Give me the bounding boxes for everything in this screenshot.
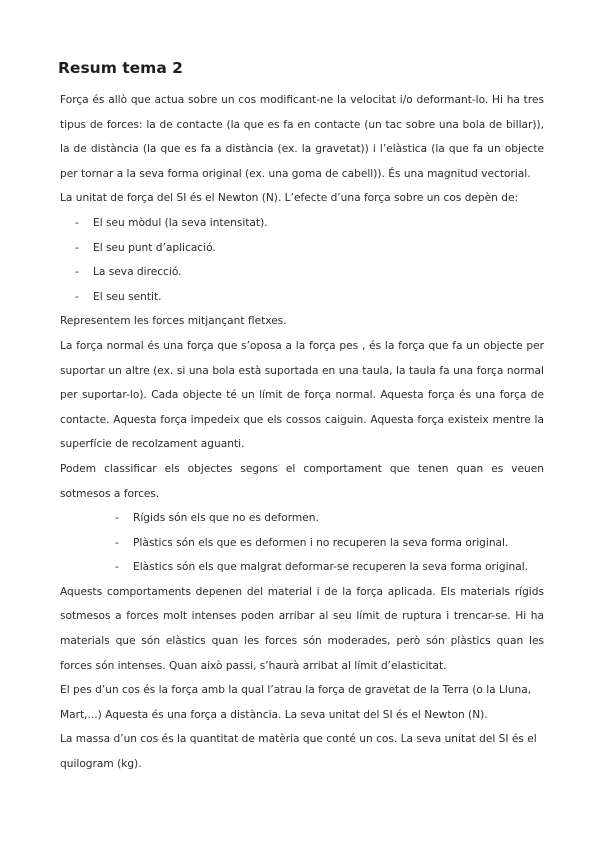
dash-bullet: - — [75, 266, 79, 279]
dash-bullet: - — [115, 512, 119, 525]
dash-bullet: - — [75, 241, 79, 254]
page-title: Resum tema 2 — [58, 59, 183, 77]
list-item — [60, 211, 544, 236]
list-item — [60, 531, 544, 556]
list-item — [60, 506, 544, 531]
paragraph-force-definition: Força és allò que actua sobre un cos modificant-ne la velocitat i/o deformant-lo. Hi ha tres tipus de forces: la de contacte (la que es fa en contacte (un tac sobre una bola de billar)), la de distància (la que es fa a distància (ex. la gravetat)) i l’elàstica (la que fa un objecte per tornar a la seva forma original (ex. una goma de cabell)). És una magnitud vectorial. — [60, 94, 544, 180]
list-item-text: Rígids són els que no es deformen. — [133, 512, 319, 525]
paragraph-force-unit: La unitat de força del SI és el Newton (N). L’efecte d’una força sobre un cos depèn de: — [60, 192, 519, 205]
dash-bullet: - — [115, 536, 119, 549]
list-item — [60, 555, 544, 580]
dash-bullet: - — [115, 561, 119, 574]
list-item — [60, 236, 544, 261]
list-item-text: El seu sentit. — [93, 290, 162, 303]
list-item — [60, 260, 544, 285]
paragraph-arrows: Representem les forces mitjançant fletxes. — [60, 315, 287, 328]
paragraph-normal-force: La força normal és una força que s’oposa a la força pes , és la força que fa un objecte per suportar un altre (ex. si una bola està suportada en una taula, la taula fa una força normal per suportar-lo). Cada objecte té un límit de força normal. Aquesta força és una força de contacte. Aquesta força impedeix que els cossos caiguin. Aquesta força existeix mentre la superfície de recolzament aguanti. — [60, 339, 544, 451]
list-item-text: La seva direcció. — [93, 266, 182, 279]
paragraph-weight: El pes d’un cos és la força amb la qual l’atrau la força de gravetat de la Terra (o la Lluna, Mart,...) Aquesta és una força a distància. La seva unitat del SI és el Newton (N). — [60, 684, 532, 721]
list-item — [60, 285, 544, 310]
force-effects-list — [60, 211, 544, 309]
document-body — [60, 88, 544, 777]
paragraph-classification: Podem classificar els objectes segons el comportament que tenen quan es veuen sotmesos a forces. — [60, 462, 544, 500]
list-item-text: El seu punt d’aplicació. — [93, 241, 216, 254]
list-item-text: El seu mòdul (la seva intensitat). — [93, 216, 268, 229]
dash-bullet: - — [75, 290, 79, 303]
dash-bullet: - — [75, 216, 79, 229]
paragraph-mass: La massa d’un cos és la quantitat de matèria que conté un cos. La seva unitat del SI és el quilogram (kg). — [60, 733, 537, 771]
list-item-text: Plàstics són els que es deformen i no recuperen la seva forma original. — [133, 536, 509, 549]
material-types-list — [60, 506, 544, 580]
paragraph-behaviours: Aquests comportaments depenen del material i de la força aplicada. Els materials rígids sotmesos a forces molt intenses poden arribar al seu límit de ruptura i trencar-se. Hi ha materials que són elàstics quan les forces són moderades, però són plàstics quan les forces són intenses. Quan això passi, s’haurà arribat al límit d’elasticitat. — [60, 585, 544, 672]
list-item-text: Elàstics són els que malgrat deformar-se recuperen la seva forma original. — [133, 561, 529, 574]
